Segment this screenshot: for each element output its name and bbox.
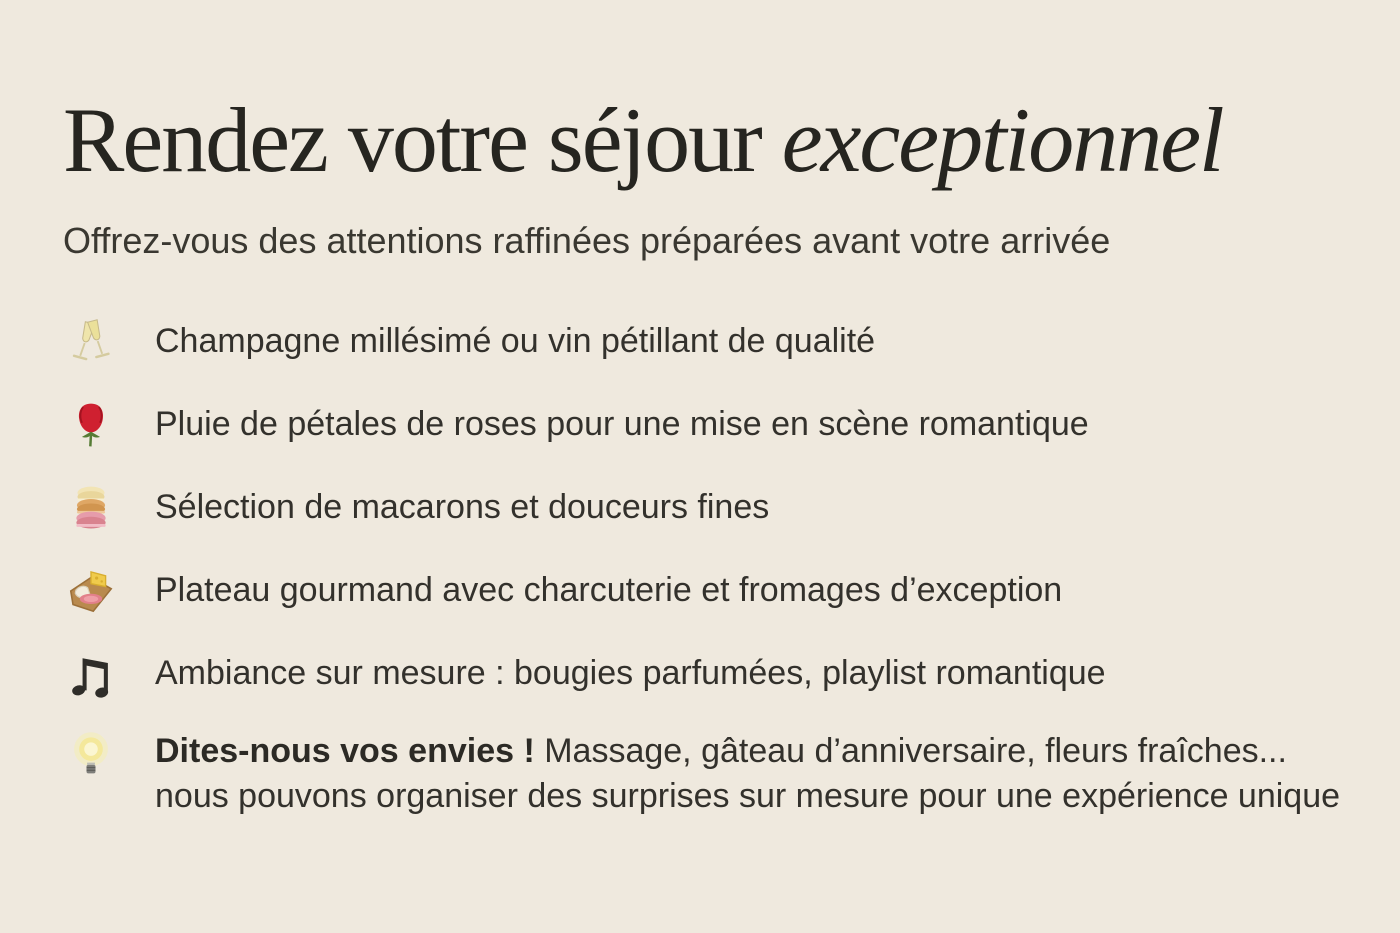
- list-item: [63, 729, 1360, 819]
- page-title-italic: exceptionnel: [781, 89, 1223, 191]
- cheese-board-icon: [63, 563, 119, 619]
- list-item-text: Champagne millésimé ou vin pétillant de qualité: [155, 322, 876, 361]
- list-item-text: Ambiance sur mesure : bougies parfumées, playlist romantique: [155, 654, 1106, 693]
- list-item-rest: Massage, gâteau d’anniversaire, fleurs fraîches... nous pouvons organiser des surprises sur mesure pour une expérience unique: [155, 731, 1341, 815]
- page-subtitle: Offrez-vous des attentions raffinées préparées avant votre arrivée: [63, 219, 1111, 261]
- list-item: [63, 480, 1360, 536]
- list-item: [63, 397, 1360, 453]
- light-bulb-icon: [63, 729, 119, 785]
- list-item-text: Plateau gourmand avec charcuterie et fromages d’exception: [155, 571, 1063, 610]
- page-title-regular: Rendez votre séjour: [63, 89, 782, 191]
- list-item: [63, 646, 1360, 702]
- perk-list: [63, 314, 1360, 819]
- list-item: [63, 563, 1360, 619]
- rose-icon: [63, 397, 119, 453]
- list-item-text: [155, 729, 1360, 819]
- list-item-lead: Dites-nous vos envies !: [155, 731, 535, 770]
- list-item-text: Pluie de pétales de roses pour une mise en scène romantique: [155, 405, 1089, 444]
- page-title: [63, 89, 1360, 191]
- champagne-glasses-icon: [63, 314, 119, 370]
- list-item-text: Sélection de macarons et douceurs fines: [155, 488, 770, 527]
- list-item: [63, 314, 1360, 370]
- macarons-icon: [63, 480, 119, 536]
- music-notes-icon: [63, 646, 119, 702]
